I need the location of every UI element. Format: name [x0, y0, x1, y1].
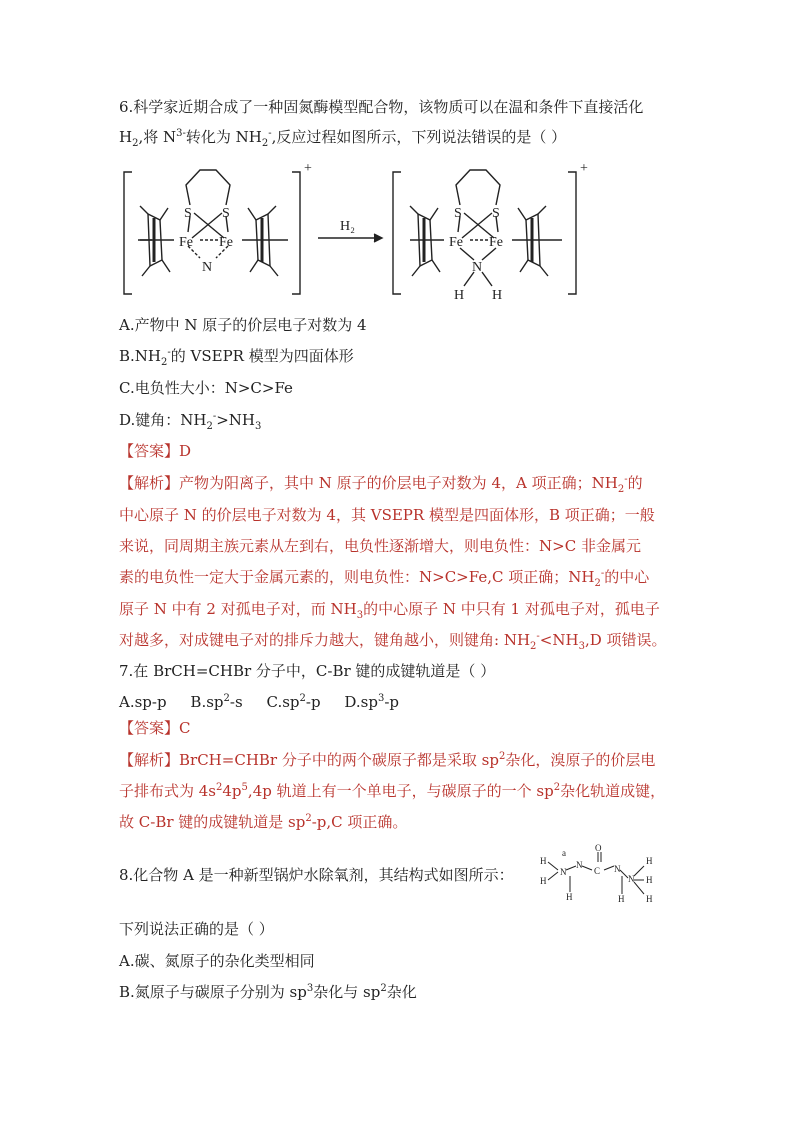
- q6-option-c: C.电负性大小：N>C>Fe: [119, 379, 293, 397]
- q6-charge-right: +: [580, 161, 588, 176]
- q6-option-d: D.键角：$NH_2^->NH_3$: [119, 411, 262, 432]
- atom-s: S: [184, 206, 192, 221]
- q8-option-b: B.氮原子与碳原子分别为 $sp^3$杂化与 $sp^2$杂化: [119, 983, 417, 1001]
- atom-h: H: [492, 288, 503, 303]
- atom-fe: Fe: [449, 235, 463, 250]
- q7-option-a: A.sp-p: [119, 693, 167, 711]
- atom-h: H: [646, 875, 653, 885]
- q7-option-d: $D.sp^3-p$: [344, 693, 400, 711]
- atom-c: C: [594, 866, 601, 876]
- q6-arrow-label: H₂: [340, 219, 355, 234]
- q7-explanation-line2: 子排布式为 $4s^24p^5,4p$ 轨道上有一个单电子，与碳原子的一个 $sp^2$杂化轨道成键，: [119, 782, 666, 800]
- q6-explanation-line3: 来说，同周期主族元素从左到右，电负性逐渐增大，则电负性：N>C 非金属元: [119, 537, 641, 555]
- q6-explanation-line2: 中心原子 N 的价层电子对数为 4，其 VSEPR 模型是四面体形，B 项正确；一般: [119, 506, 655, 524]
- atom-s: S: [222, 206, 230, 221]
- atom-fe: Fe: [179, 235, 193, 250]
- q6-reaction-figure: [118, 160, 598, 305]
- atom-h: H: [540, 856, 547, 866]
- atom-n: N: [628, 874, 635, 884]
- atom-s: S: [454, 206, 462, 221]
- atom-h: H: [454, 288, 465, 303]
- q6-explanation-line1: 【解析】产物为阳离子，其中 N 原子的价层电子对数为 4，A 项正确；$NH_2^-$的: [119, 474, 643, 495]
- atom-o: O: [595, 843, 602, 853]
- label-a: a: [562, 848, 566, 858]
- q8-stem2: 下列说法正确的是（ ）: [119, 920, 274, 938]
- q7-option-b: $B.sp^2-s$: [190, 693, 243, 711]
- q6-stem-line1: 6.科学家近期合成了一种固氮酶模型配合物，该物质可以在温和条件下直接活化: [119, 98, 644, 116]
- atom-h: H: [646, 894, 653, 904]
- q6-stem-line2: $H_2$,将 $N^{3-}$转化为 $NH_2^-$,反应过程如图所示，下列说法错误的是（ ）: [119, 128, 567, 149]
- q6-explanation-line6: 对越多，对成键电子对的排斥力越大，键角越小，则键角: $NH_2^-<NH_3,D$ 项错误。: [119, 631, 667, 652]
- atom-fe: Fe: [219, 235, 233, 250]
- atom-n: N: [576, 860, 583, 870]
- atom-n: N: [202, 260, 213, 275]
- q8-structure-figure: [536, 842, 666, 908]
- q6-answer: 【答案】D: [119, 442, 192, 460]
- atom-n: N: [614, 864, 621, 874]
- q7-explanation-line1: 【解析】BrCH=CHBr 分子中的两个碳原子都是采取 $sp^2$杂化，溴原子的价层电: [119, 751, 656, 769]
- q6-explanation-line4: 素的电负性一定大于金属元素的，则电负性：N>C>Fe,C 项正确；$NH_2^-$的中心: [119, 568, 650, 589]
- q6-explanation-line5: 原子 N 中有 2 对孤电子对，而 $NH_3$的中心原子 N 中只有 1 对孤电子对，孤电子: [119, 600, 660, 621]
- atom-fe: Fe: [489, 235, 503, 250]
- q8-stem: 8.化合物 A 是一种新型锅炉水除氧剂，其结构式如图所示：: [119, 866, 514, 884]
- atom-h: H: [618, 894, 625, 904]
- q7-stem: 7.在 BrCH=CHBr 分子中，C-Br 键的成键轨道是（ ）: [119, 662, 496, 680]
- q8-option-a: A.碳、氮原子的杂化类型相同: [119, 952, 315, 970]
- atom-h: H: [540, 876, 547, 886]
- q7-answer: 【答案】C: [119, 719, 191, 737]
- atom-h: H: [646, 856, 653, 866]
- q7-options: [119, 692, 399, 712]
- atom-h: H: [566, 892, 573, 902]
- q7-explanation-line3: 故 C-Br 键的成键轨道是 $sp^2-p,C$ 项正确。: [119, 813, 408, 831]
- atom-n: N: [560, 867, 567, 877]
- atom-n: N: [472, 260, 483, 275]
- q6-option-b: $B.NH_2^-$的 VSEPR 模型为四面体形: [119, 347, 354, 368]
- atom-s: S: [492, 206, 500, 221]
- q6-option-a: A.产物中 N 原子的价层电子对数为 4: [119, 316, 367, 334]
- q7-option-c: $C.sp^2-p$: [266, 693, 321, 711]
- q6-charge-left: +: [304, 161, 312, 176]
